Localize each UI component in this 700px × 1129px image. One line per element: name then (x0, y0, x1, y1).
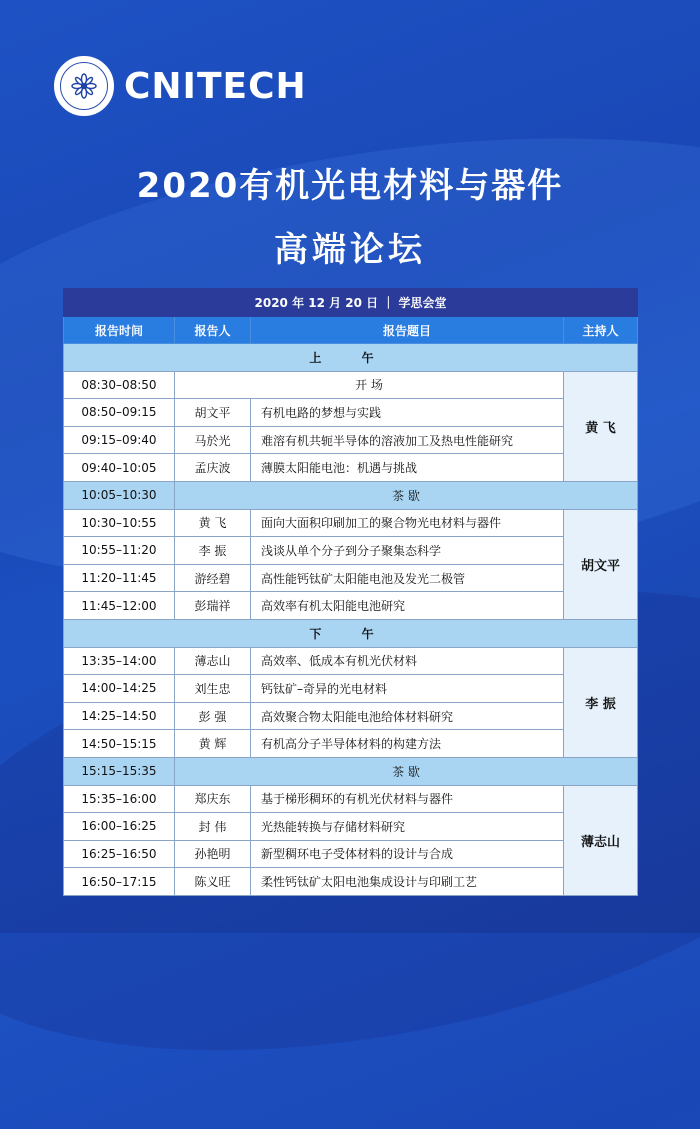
row-time: 15:35–16:00 (64, 785, 175, 813)
date-venue-row (64, 289, 638, 317)
table-row (64, 509, 638, 537)
row-topic: 难溶有机共轭半导体的溶液加工及热电性能研究 (251, 426, 564, 454)
session-label: 下 午 (64, 619, 638, 647)
row-speaker: 孟庆波 (175, 454, 251, 482)
row-speaker: 郑庆东 (175, 785, 251, 813)
row-topic: 有机电路的梦想与实践 (251, 399, 564, 427)
row-speaker: 孙艳明 (175, 840, 251, 868)
forum-subtitle: 高端论坛 (274, 230, 426, 270)
row-time: 14:00–14:25 (64, 675, 175, 703)
host-cell: 李 振 (564, 647, 638, 757)
row-time: 14:50–15:15 (64, 730, 175, 758)
table-row (64, 399, 638, 427)
row-time: 09:40–10:05 (64, 454, 175, 482)
table-row (64, 702, 638, 730)
row-topic: 新型稠环电子受体材料的设计与合成 (251, 840, 564, 868)
table-header-row (64, 317, 638, 344)
table-row (64, 592, 638, 620)
break-row (64, 757, 638, 785)
opening-label: 开 场 (175, 371, 564, 399)
break-time: 10:05–10:30 (64, 481, 175, 509)
table-row (64, 647, 638, 675)
row-time: 14:25–14:50 (64, 702, 175, 730)
row-speaker: 薄志山 (175, 647, 251, 675)
row-speaker: 黄 辉 (175, 730, 251, 758)
row-topic: 高效率有机太阳能电池研究 (251, 592, 564, 620)
row-time: 16:00–16:25 (64, 813, 175, 841)
table-row (64, 840, 638, 868)
row-speaker: 封 伟 (175, 813, 251, 841)
table-row (64, 537, 638, 565)
row-topic: 有机高分子半导体材料的构建方法 (251, 730, 564, 758)
table-row (64, 454, 638, 482)
break-row (64, 481, 638, 509)
row-topic: 柔性钙钛矿太阳电池集成设计与印刷工艺 (251, 868, 564, 896)
row-topic: 薄膜太阳能电池：机遇与挑战 (251, 454, 564, 482)
row-speaker: 游经碧 (175, 564, 251, 592)
table-row (64, 868, 638, 896)
row-time: 08:30–08:50 (64, 371, 175, 399)
row-speaker: 李 振 (175, 537, 251, 565)
break-label: 茶 歇 (175, 757, 638, 785)
row-topic: 基于梯形稠环的有机光伏材料与器件 (251, 785, 564, 813)
header-topic: 报告题目 (251, 317, 564, 344)
row-topic: 面向大面积印刷加工的聚合物光电材料与器件 (251, 509, 564, 537)
schedule-table (63, 288, 638, 896)
session-row-morning (64, 344, 638, 372)
row-time: 11:45–12:00 (64, 592, 175, 620)
brand-name: CNITECH (124, 65, 307, 107)
row-topic: 高效聚合物太阳能电池给体材料研究 (251, 702, 564, 730)
row-speaker: 陈义旺 (175, 868, 251, 896)
row-speaker: 彭 强 (175, 702, 251, 730)
table-row (64, 564, 638, 592)
row-time: 11:20–11:45 (64, 564, 175, 592)
flower-icon (71, 73, 97, 99)
row-speaker: 马於光 (175, 426, 251, 454)
cas-seal-logo (54, 56, 114, 116)
row-topic: 高效率、低成本有机光伏材料 (251, 647, 564, 675)
table-row (64, 371, 638, 399)
row-time: 10:55–11:20 (64, 537, 175, 565)
header-host: 主持人 (564, 317, 638, 344)
header-speaker: 报告人 (175, 317, 251, 344)
row-topic: 浅谈从单个分子到分子聚集态科学 (251, 537, 564, 565)
row-topic: 高性能钙钛矿太阳能电池及发光二极管 (251, 564, 564, 592)
session-label: 上 午 (64, 344, 638, 372)
row-topic: 光热能转换与存储材料研究 (251, 813, 564, 841)
row-time: 08:50–09:15 (64, 399, 175, 427)
forum-title: 2020有机光电材料与器件 (136, 166, 564, 206)
table-row (64, 785, 638, 813)
host-cell: 黄 飞 (564, 371, 638, 481)
host-cell: 薄志山 (564, 785, 638, 895)
table-row (64, 675, 638, 703)
table-row (64, 730, 638, 758)
row-topic: 钙钛矿–奇异的光电材料 (251, 675, 564, 703)
table-row (64, 426, 638, 454)
row-speaker: 彭瑞祥 (175, 592, 251, 620)
row-speaker: 胡文平 (175, 399, 251, 427)
date-venue: 2020 年 12 月 20 日 ｜ 学思会堂 (64, 289, 638, 317)
header-time: 报告时间 (64, 317, 175, 344)
row-time: 09:15–09:40 (64, 426, 175, 454)
break-label: 茶 歇 (175, 481, 638, 509)
break-time: 15:15–15:35 (64, 757, 175, 785)
row-time: 13:35–14:00 (64, 647, 175, 675)
host-cell: 胡文平 (564, 509, 638, 619)
row-time: 16:25–16:50 (64, 840, 175, 868)
session-row-afternoon (64, 619, 638, 647)
table-row (64, 813, 638, 841)
row-speaker: 刘生忠 (175, 675, 251, 703)
row-speaker: 黄 飞 (175, 509, 251, 537)
row-time: 16:50–17:15 (64, 868, 175, 896)
row-time: 10:30–10:55 (64, 509, 175, 537)
brand-header (54, 56, 307, 116)
